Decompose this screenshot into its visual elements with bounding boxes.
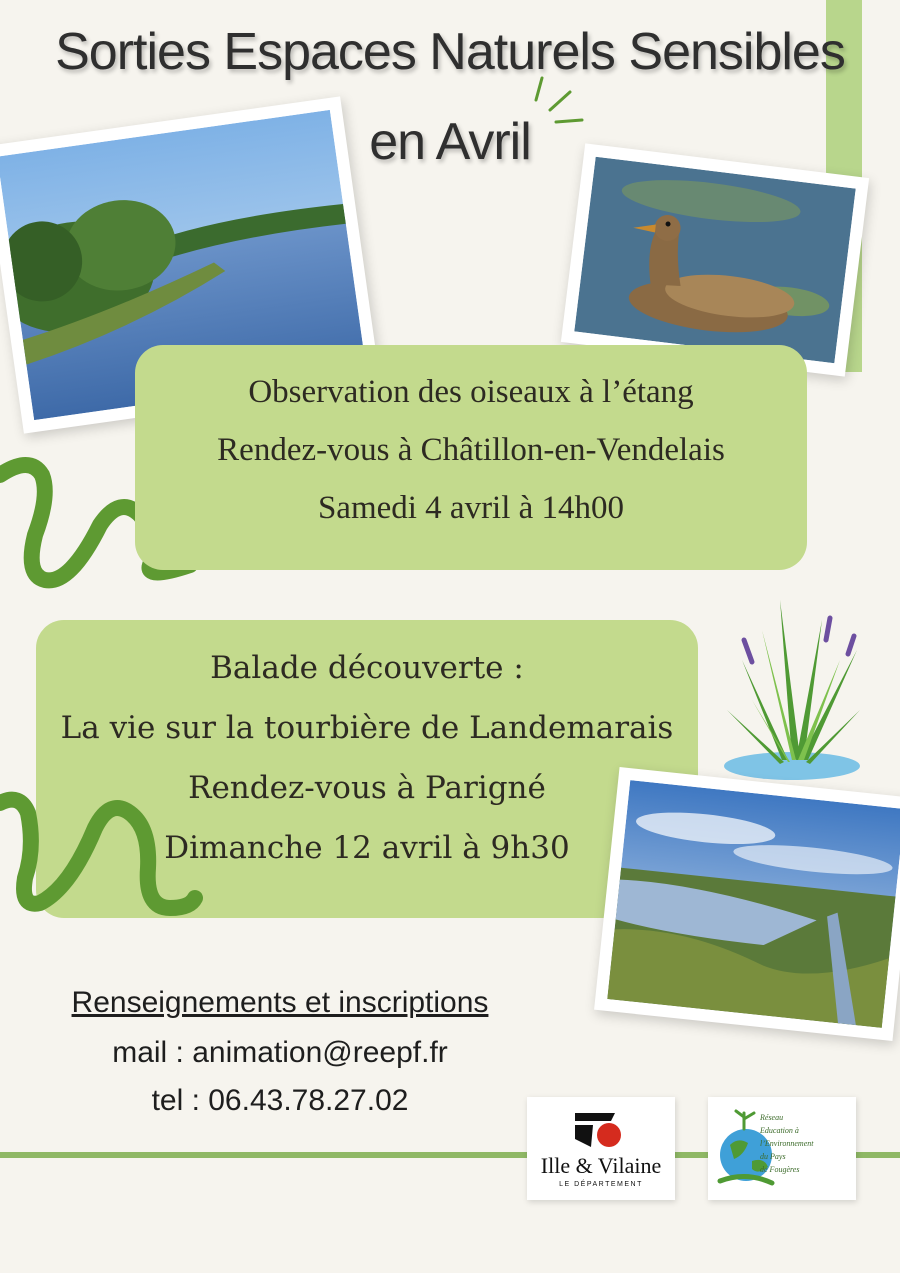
squiggle-decoration: [0, 768, 205, 933]
logo-name: Ille & Vilaine: [540, 1153, 662, 1178]
contact-email[interactable]: mail : animation@reepf.fr: [112, 1036, 448, 1069]
event-title: Observation des oiseaux à l’étang: [248, 374, 694, 410]
event-date: Samedi 4 avril à 14h00: [317, 490, 625, 526]
reepf-logo: [708, 1097, 856, 1200]
logo-subtitle: LE DÉPARTEMENT: [559, 1181, 643, 1188]
duck-photo: [561, 143, 869, 376]
event-subtitle: La vie sur la tourbière de Landemarais: [60, 710, 674, 746]
ille-et-vilaine-logo: [527, 1097, 675, 1200]
event-meeting-place: Rendez-vous à Châtillon-en-Vendelais: [217, 432, 725, 468]
contact-heading: Renseignements et inscriptions: [71, 986, 489, 1019]
page-title: Sorties Espaces Naturels Sensibles: [55, 23, 845, 81]
sparkle-icon: [528, 72, 588, 132]
reeds-icon: [722, 590, 862, 785]
marsh-photo: [594, 767, 900, 1041]
event-date: Dimanche 12 avril à 9h30: [164, 830, 570, 866]
department-emblem-icon: [571, 1109, 631, 1151]
event-title: Balade découverte :: [210, 650, 524, 686]
reepf-name: Réseau Education à l’Environnement du Pays de Fougères: [760, 1113, 814, 1174]
contact-phone[interactable]: tel : 06.43.78.27.02: [151, 1084, 409, 1117]
event-card-birds: [135, 345, 807, 570]
event-meeting-place: Rendez-vous à Parigné: [188, 770, 546, 806]
page-subtitle: en Avril: [369, 113, 531, 171]
